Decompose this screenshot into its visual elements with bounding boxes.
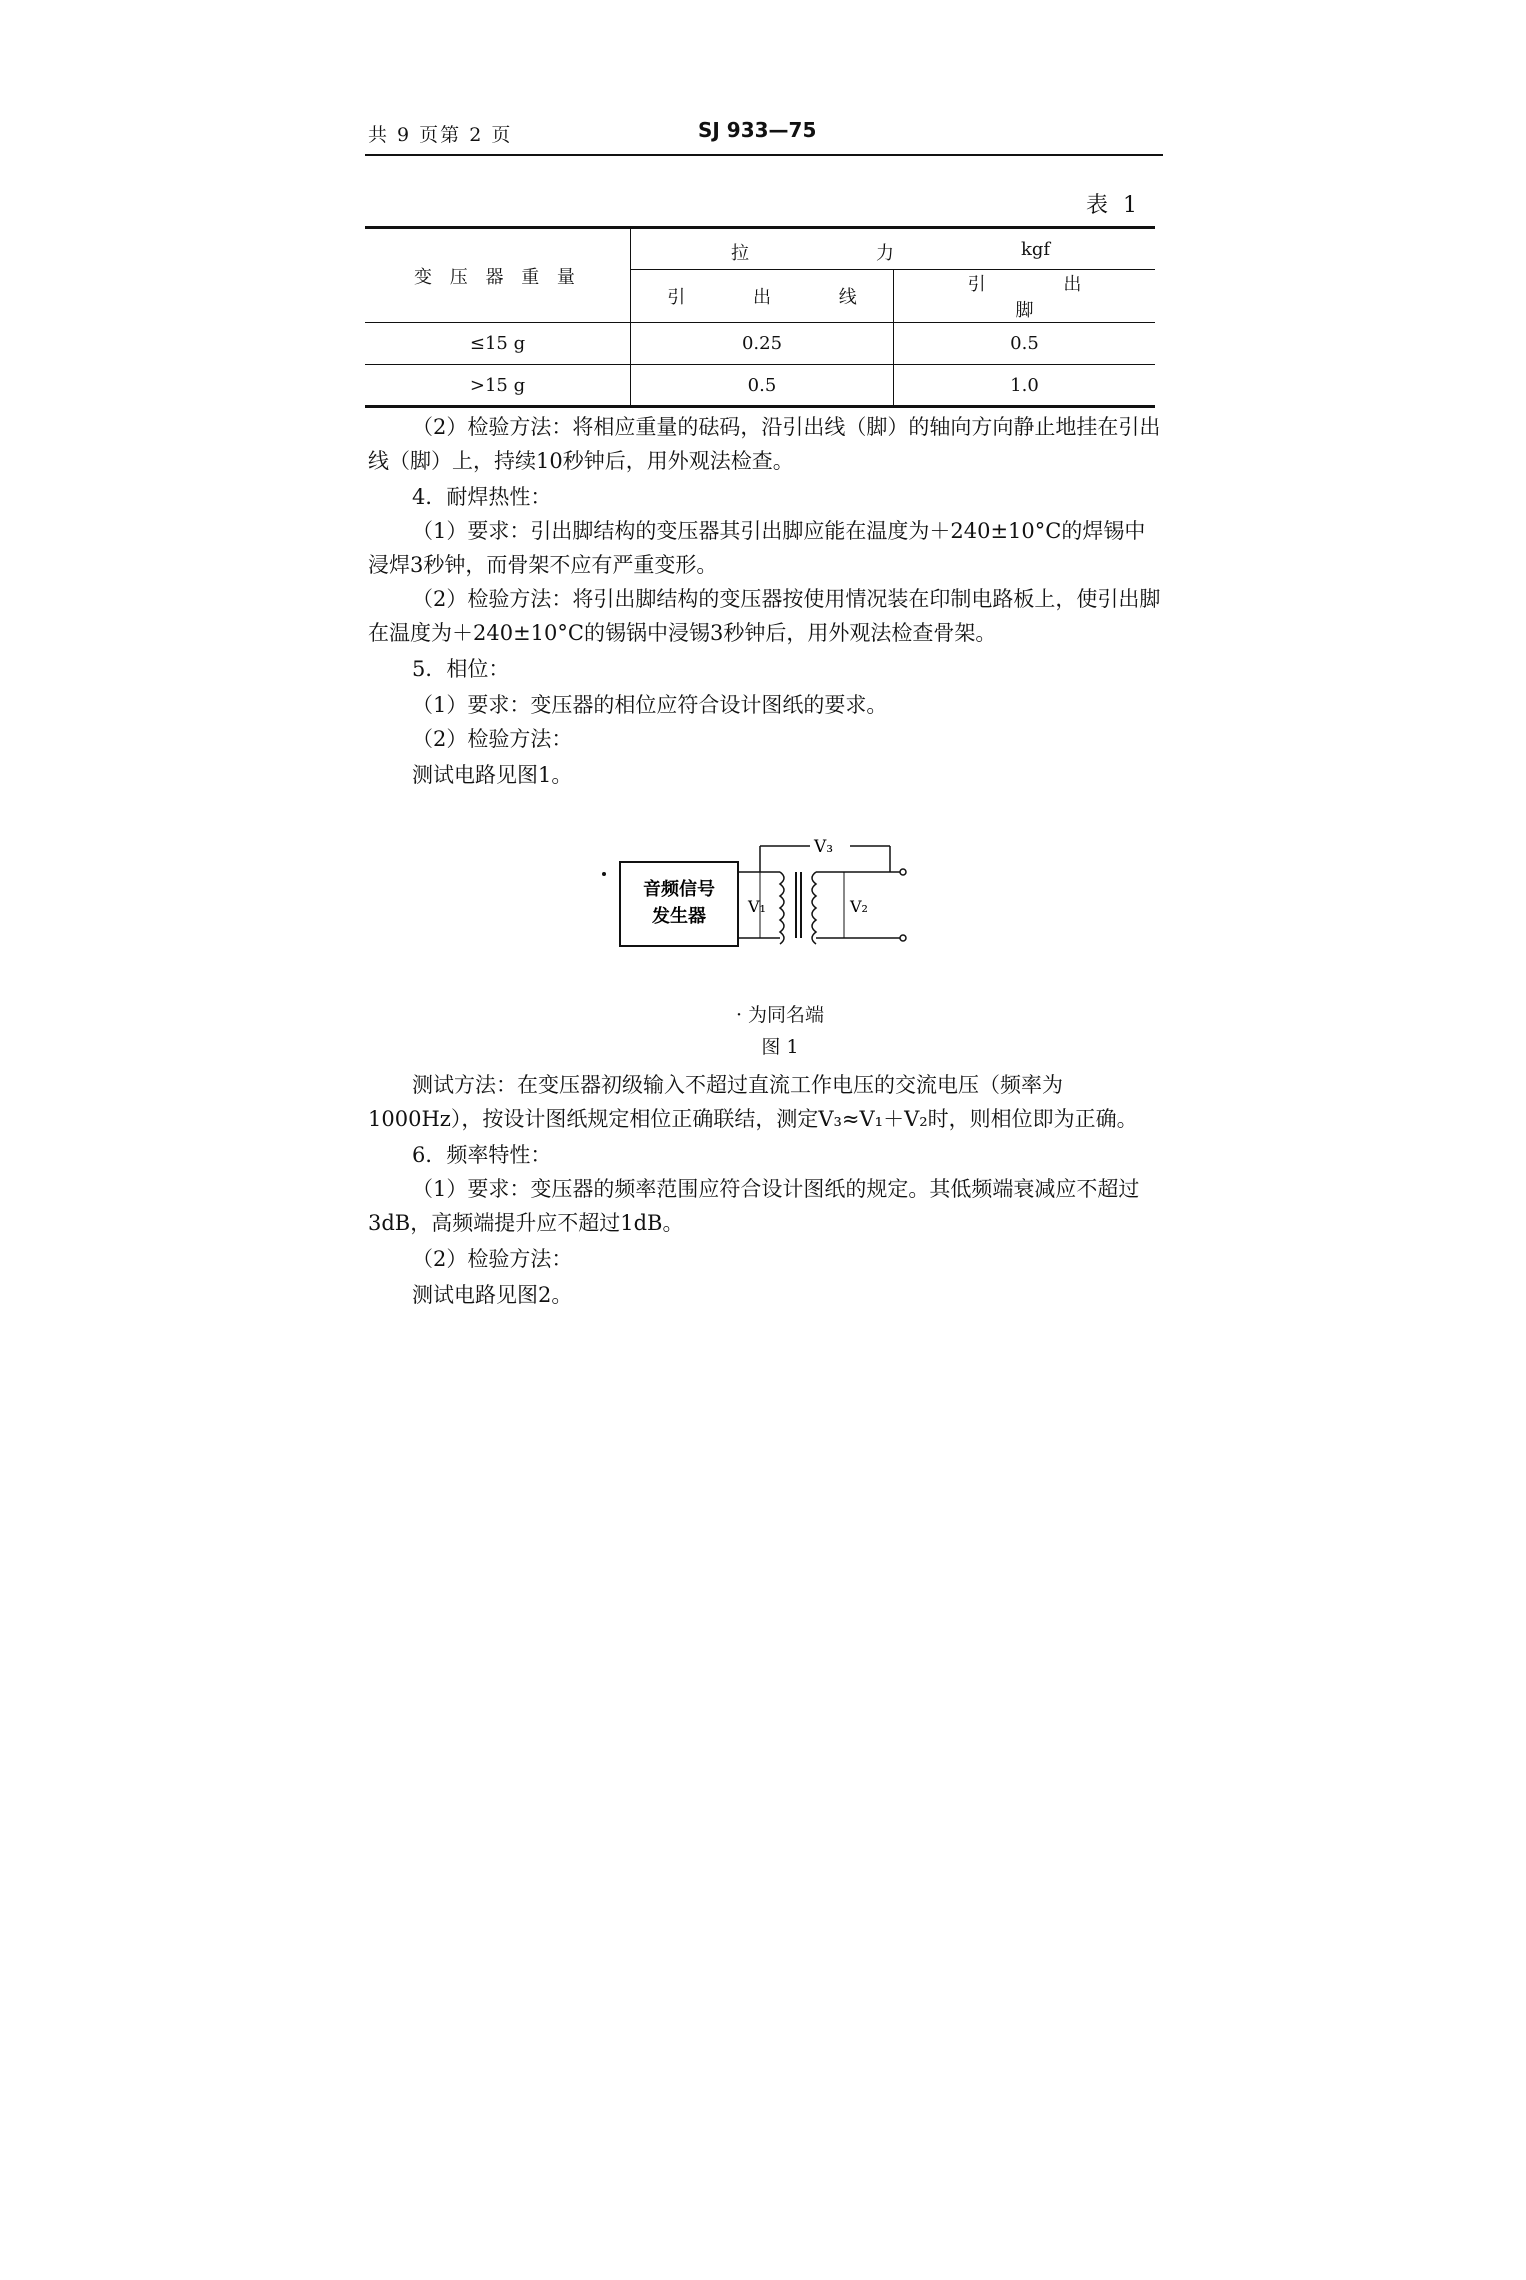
para-phase-test: 测试方法：在变压器初级输入不超过直流工作电压的交流电压（频率为1000Hz），按设计图纸规定相位正确联结，测定V₃≈V₁＋V₂时，则相位即为正确。 [368,1073,1138,1131]
generator-box [620,862,738,946]
pull-force-table [365,226,1155,408]
figure-note: · 为同名端 [735,1004,825,1026]
figure-1-circuit [600,830,940,970]
table-row [365,323,1155,365]
row2-wire: 0.5 [631,365,894,407]
force-char-2: 力 [876,243,894,264]
section-4-heading: 4．耐焊热性： [412,485,552,509]
row1-weight: ≤15 g [365,323,631,365]
figure-caption: 图 1 [761,1036,799,1058]
generator-label-1: 音频信号 [643,879,715,900]
para-circuit-ref-2: 测试电路见图2。 [412,1283,573,1307]
sub-wire-2: 出 [753,287,771,308]
row2-pin: 1.0 [894,365,1156,407]
para-4-2: （2）检验方法：将引出脚结构的变压器按使用情况装在印制电路板上，使引出脚在温度为＋240±10°C的锡锅中浸锡3秒钟后，用外观法检查骨架。 [368,587,1161,645]
v3-label: V₃ [814,837,834,857]
sub-pin-2: 出 [1063,274,1082,295]
sub-pin-3: 脚 [1015,300,1034,321]
page-count: 共 9 页第 2 页 [368,124,513,146]
subheader-wire [631,270,894,323]
sub-wire-1: 引 [667,287,686,308]
secondary-coil [812,872,816,944]
para-circuit-ref-1: 测试电路见图1。 [412,763,573,787]
generator-label-2: 发生器 [652,906,706,927]
row1-pin: 0.5 [894,323,1156,365]
v1-label: V₁ [748,897,766,916]
row2-weight: >15 g [365,365,631,407]
header-force [631,228,1156,270]
subheader-pin [894,270,1156,323]
sub-wire-3: 线 [838,287,857,308]
row1-wire: 0.25 [631,323,894,365]
section-6-heading: 6．频率特性： [412,1143,552,1167]
header-rule [365,154,1163,156]
header-weight: 变 压 器 重 量 [365,228,631,323]
para-6-2: （2）检验方法： [412,1247,573,1271]
standard-code: SJ 933—75 [698,118,817,142]
section-5-heading: 5．相位： [412,657,510,681]
para-4-1: （1）要求：引出脚结构的变压器其引出脚应能在温度为＋240±10°C的焊锡中浸焊3秒钟，而骨架不应有严重变形。 [368,519,1146,577]
figure-dot [602,872,606,876]
force-char-1: 拉 [731,243,749,264]
para-test-method-pull: （2）检验方法：将相应重量的砝码，沿引出线（脚）的轴向方向静止地挂在引出线（脚）上，持续10秒钟后，用外观法检查。 [368,415,1161,473]
para-6-1: （1）要求：变压器的频率范围应符合设计图纸的规定。其低频端衰减应不超过3dB，高频端提升应不超过1dB。 [368,1177,1140,1235]
primary-coil [780,872,784,944]
table-label: 表 1 [1086,193,1141,218]
para-5-1: （1）要求：变压器的相位应符合设计图纸的要求。 [412,693,888,717]
sub-pin-1: 引 [967,274,986,295]
page-header [368,112,1158,152]
v2-label: V₂ [850,897,868,916]
para-5-2: （2）检验方法： [412,727,573,751]
table-row [365,365,1155,407]
force-unit: kgf [1021,239,1051,260]
